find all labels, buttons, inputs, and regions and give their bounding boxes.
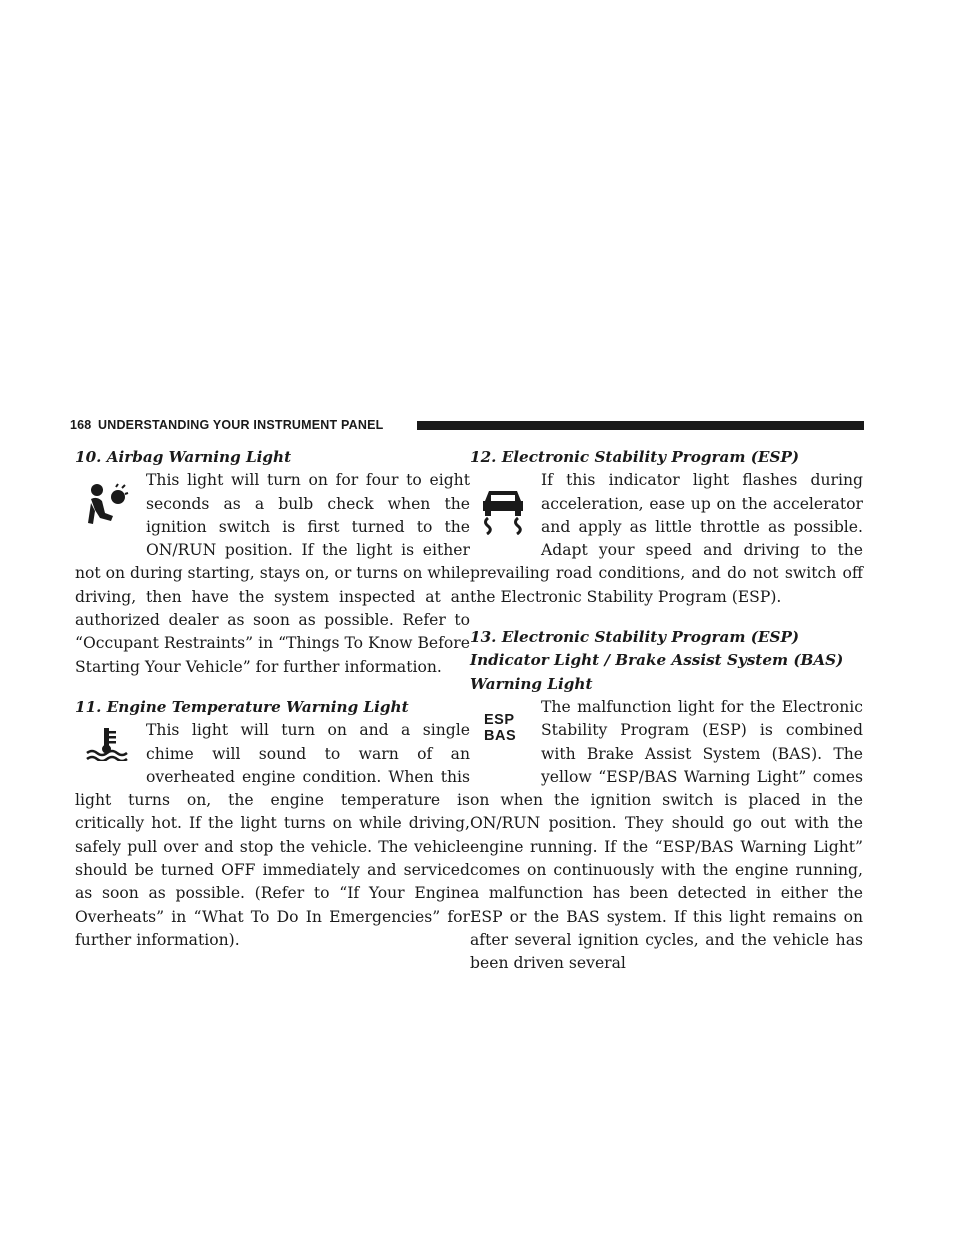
item-heading: 11. Engine Temperature Warning Light [75, 697, 409, 716]
right-column [470, 446, 863, 993]
item-text: The malfunction light for the Electronic Stability Program (ESP) is combined with Brake Assist System (BAS). The yellow “ESP/BAS Warning Light” comes on when the ignition switch is placed in the ON/RUN position. They should go out with the engine running. If the “ESP/BAS Warning Light” comes on continuously with the engine running, a malfunction has been detected in either the ESP or the BAS system. If this light remains on after several ignition cycles, and the vehicle has been driven several [470, 697, 863, 973]
section-title: UNDERSTANDING YOUR INSTRUMENT PANEL [98, 418, 384, 432]
item-heading: 13. Electronic Stability Program (ESP) Indicator Light / Brake Assist System (BAS) Warning Light [470, 628, 844, 693]
item-heading: 12. Electronic Stability Program (ESP) [470, 448, 800, 466]
airbag-icon [75, 469, 146, 555]
page-header [70, 417, 864, 437]
item-body [75, 719, 470, 952]
item-text: This light will turn on and a single chime will sound to warn of an overheated engine condition. When this light turns on, the engine temperature is critically hot. If the light turns on while driving, safely pull over and stop the vehicle. The vehicle should be turned OFF immediately and serviced as soon as possible. (Refer to “If Your Engine Overheats” in “What To Do In Emergencies” for further information). [75, 721, 470, 949]
esp-skid-car-icon [470, 469, 541, 555]
header-rule [417, 421, 864, 430]
esp-icon-label: ESP [484, 711, 515, 728]
item-text: This light will turn on for four to eight seconds as a bulb check when the ignition switch is first turned to the ON/RUN position. If the light is either not on during starting, stays on, or turns on while driving, then have the system inspected at an authorized dealer as soon as possible. Refer to “Occupant Restraints” in “Things To Know Before Starting Your Vehicle” for further information. [75, 471, 470, 676]
item-esp [470, 446, 863, 609]
item-heading: 10. Airbag Warning Light [75, 448, 292, 466]
item-engine-temperature [75, 696, 470, 952]
item-body [470, 696, 863, 976]
engine-temperature-icon [75, 719, 146, 783]
bas-icon-label: BAS [484, 727, 517, 744]
item-body [75, 469, 470, 679]
item-airbag-warning [75, 446, 470, 679]
item-esp-bas [470, 626, 863, 975]
esp-bas-icon [470, 696, 541, 782]
page-number: 168 [70, 418, 92, 432]
item-text: If this indicator light flashes during acceleration, ease up on the accelerator and apply as little throttle as possible. Adapt your speed and driving to the prevailing road conditions, and do not switch off the Electronic Stability Program (ESP). [470, 471, 863, 606]
left-column [75, 446, 470, 969]
item-body [470, 469, 863, 609]
